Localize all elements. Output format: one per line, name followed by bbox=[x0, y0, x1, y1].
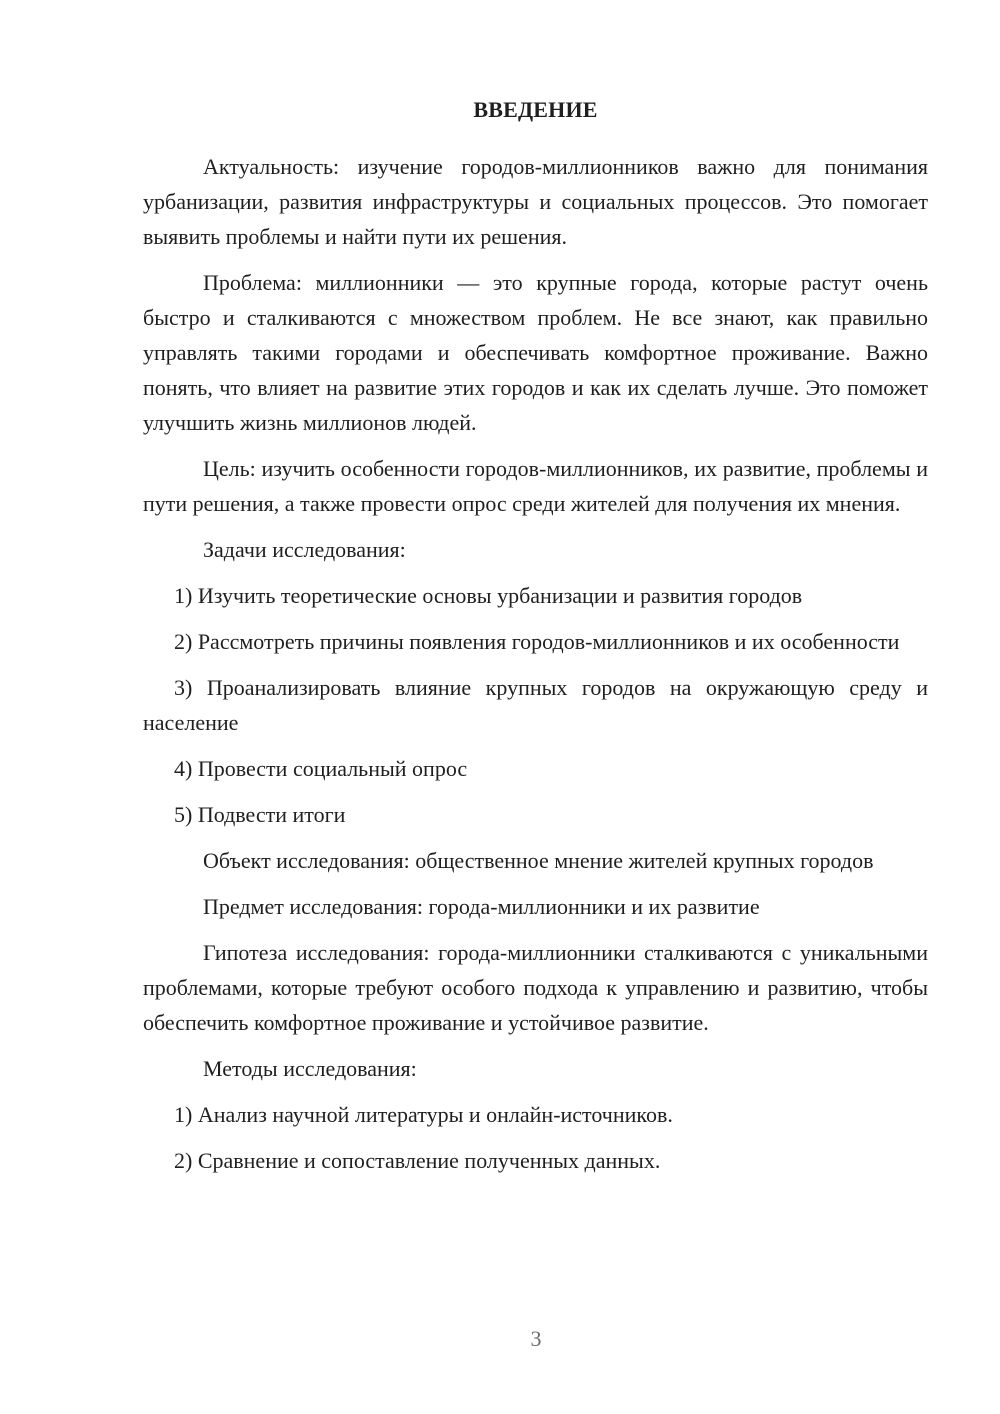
task-item-3: 3) Проанализировать влияние крупных городов на окружающую среду и население bbox=[143, 675, 928, 735]
document-body bbox=[143, 92, 928, 1189]
task-item-2: 2) Рассмотреть причины появления городов-миллионников и их особенности bbox=[174, 629, 900, 654]
object-paragraph: Объект исследования: общественное мнение жителей крупных городов bbox=[203, 848, 874, 873]
tasks-heading: Задачи исследования: bbox=[203, 537, 406, 562]
method-item-1: 1) Анализ научной литературы и онлайн-источников. bbox=[174, 1102, 673, 1127]
subject-paragraph: Предмет исследования: города-миллионники и их развитие bbox=[203, 894, 760, 919]
task-item-5: 5) Подвести итоги bbox=[174, 802, 346, 827]
page-number: 3 bbox=[530, 1326, 542, 1351]
goal-paragraph: Цель: изучить особенности городов-миллионников, их развитие, проблемы и пути решения, а также провести опрос среди жителей для получения их мнения. bbox=[143, 456, 928, 516]
relevance-paragraph: Актуальность: изучение городов-миллионников важно для понимания урбанизации, развития инфраструктуры и социальных процессов. Это помогает выявить проблемы и найти пути их решения. bbox=[143, 154, 928, 249]
task-item-1: 1) Изучить теоретические основы урбанизации и развития городов bbox=[174, 583, 803, 608]
method-item-2: 2) Сравнение и сопоставление полученных данных. bbox=[174, 1148, 661, 1173]
section-title: ВВЕДЕНИЕ bbox=[473, 97, 598, 122]
problem-paragraph: Проблема: миллионники — это крупные города, которые растут очень быстро и сталкиваются с множеством проблем. Не все знают, как правильно управлять такими городами и обеспечивать комфортное проживание. Важно понять, что влияет на развитие этих городов и как их сделать лучше. Это поможет улучшить жизнь миллионов людей. bbox=[143, 270, 928, 435]
task-item-4: 4) Провести социальный опрос bbox=[174, 756, 468, 781]
hypothesis-paragraph: Гипотеза исследования: города-миллионники сталкиваются с уникальными проблемами, которые требуют особого подхода к управлению и развитию, чтобы обеспечить комфортное проживание и устойчивое развитие. bbox=[143, 940, 928, 1035]
methods-heading: Методы исследования: bbox=[203, 1056, 417, 1081]
